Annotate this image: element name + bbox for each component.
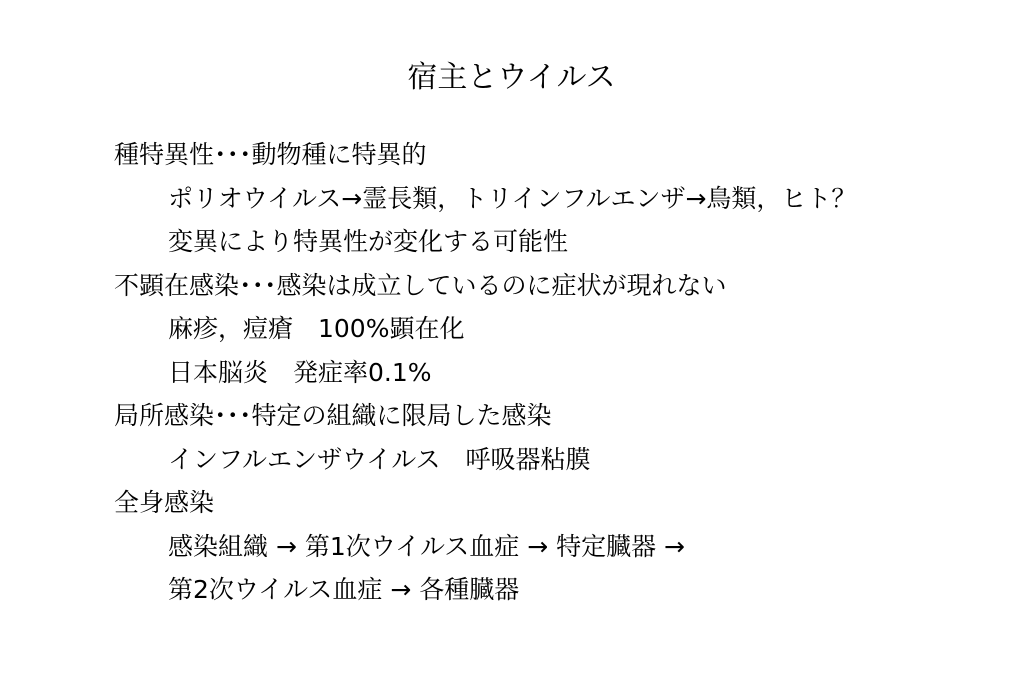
topic-host-specificity: 種特異性･･･動物種に特異的: [114, 140, 427, 169]
systemic-infection-path-1: 感染組織 → 第1次ウイルス血症 → 特定臓器 →: [168, 532, 685, 561]
topic-systemic-infection: 全身感染: [114, 488, 215, 517]
host-specificity-example: ポリオウイルス→霊長類，トリインフルエンザ→鳥類，ヒト？: [168, 184, 857, 213]
host-specificity-mutation-note: 変異により特異性が変化する可能性: [168, 227, 569, 256]
inapparent-infection-example-measles: 麻疹，痘瘡 100%顕在化: [168, 314, 465, 343]
systemic-infection-path-2: 第2次ウイルス血症 → 各種臓器: [168, 575, 520, 604]
local-infection-example: インフルエンザウイルス 呼吸器粘膜: [168, 445, 591, 474]
inapparent-infection-example-encephalitis: 日本脳炎 発症率0.1%: [168, 358, 432, 387]
topic-local-infection: 局所感染･･･特定の組織に限局した感染: [114, 401, 552, 430]
topic-inapparent-infection: 不顕在感染･･･感染は成立しているのに症状が現れない: [114, 271, 727, 300]
slide-title: 宿主とウイルス: [407, 60, 616, 95]
